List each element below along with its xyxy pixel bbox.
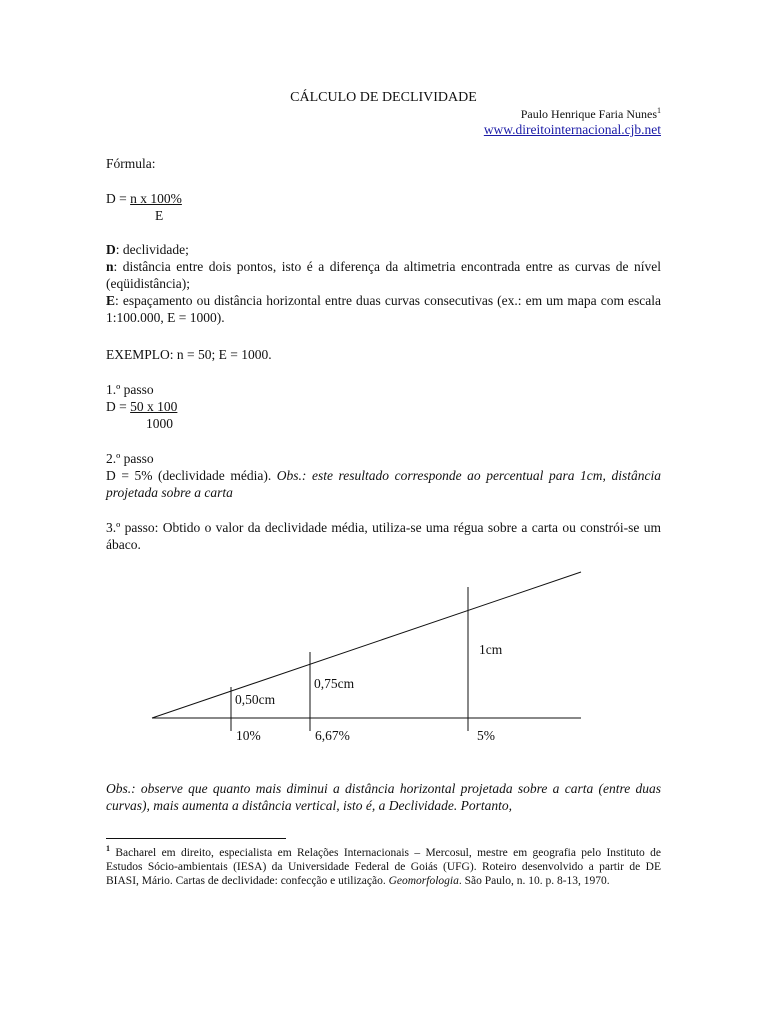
- slope-line: [152, 572, 581, 718]
- step3-paragraph: 3.º passo: Obtido o valor da declividade média, utiliza-se uma régua sobre a carta ou constrói-se um ábaco.: [106, 520, 661, 552]
- percent-label-667: 6,67%: [315, 728, 350, 743]
- definition-n: n: distância entre dois pontos, isto é a diferença da altimetria encontrada entre as curvas de nível (eqüidistância);: [106, 259, 661, 291]
- step1-denominator: 1000: [146, 416, 173, 431]
- height-label-1: 1cm: [479, 642, 503, 657]
- definition-e: E: espaçamento ou distância horizontal entre duas curvas consecutivas (ex.: em um mapa com escala 1:100.000, E = 1000).: [106, 293, 661, 325]
- formula-numerator: n x 100%: [130, 191, 182, 206]
- author-name: Paulo Henrique Faria Nunes: [520, 107, 657, 121]
- footnote-separator: [106, 838, 286, 839]
- journal-title: Geomorfologia: [388, 875, 459, 887]
- height-label-050: 0,50cm: [235, 692, 276, 707]
- example-line: EXEMPLO: n = 50; E = 1000.: [106, 347, 272, 362]
- step1-label: 1.º passo: [106, 382, 154, 397]
- step1: [106, 381, 661, 432]
- step2-text: D = 5% (declividade média).: [106, 468, 277, 483]
- definitions: [106, 241, 661, 326]
- footnote: $^1$ Bacharel em direito, especialista em Relações Internacionais – Mercosul, mestre em geografia pelo Instituto de Estudos Sócio-ambientais (IESA) da Universidade Federal de Goiás (UFG). Roteiro desenvolvido a partir de DE BIASI, Mário. Cartas de declividade: confecção e utilização. Geomorfologia. São Paulo, n. 10. p. 8-13, 1970.: [106, 844, 661, 887]
- percent-label-5: 5%: [477, 728, 495, 743]
- document-title: CÁLCULO DE DECLIVIDADE: [290, 90, 477, 105]
- definition-d: D: declividade;: [106, 242, 189, 257]
- website-link[interactable]: www.direitointernacional.cjb.net: [483, 122, 661, 137]
- formula-label: Fórmula:: [106, 156, 156, 171]
- document-page: [106, 0, 661, 1024]
- formula-denominator: E: [155, 208, 164, 223]
- step1-numerator: 50 x 100: [130, 399, 178, 414]
- observation-paragraph: Obs.: observe que quanto mais diminui a distância horizontal projetada sobre a carta (entre duas curvas), mais aumenta a distância vertical, isto é, a Declividade. Portanto,: [106, 781, 661, 813]
- step2: [106, 450, 661, 501]
- formula: [106, 190, 661, 224]
- percent-label-10: 10%: [236, 728, 261, 743]
- footnote-mark: 1: [106, 844, 110, 854]
- step2-obs: Obs.: este resultado corresponde ao percentual para 1cm, distância projetada sobre a carta: [106, 468, 661, 500]
- slope-diagram: [106, 560, 661, 760]
- formula-lhs: D =: [106, 191, 131, 206]
- height-label-075: 0,75cm: [314, 676, 355, 691]
- footnote-ref: 1: [657, 106, 661, 115]
- step1-lhs: D =: [106, 399, 131, 414]
- step2-label: 2.º passo: [106, 451, 154, 466]
